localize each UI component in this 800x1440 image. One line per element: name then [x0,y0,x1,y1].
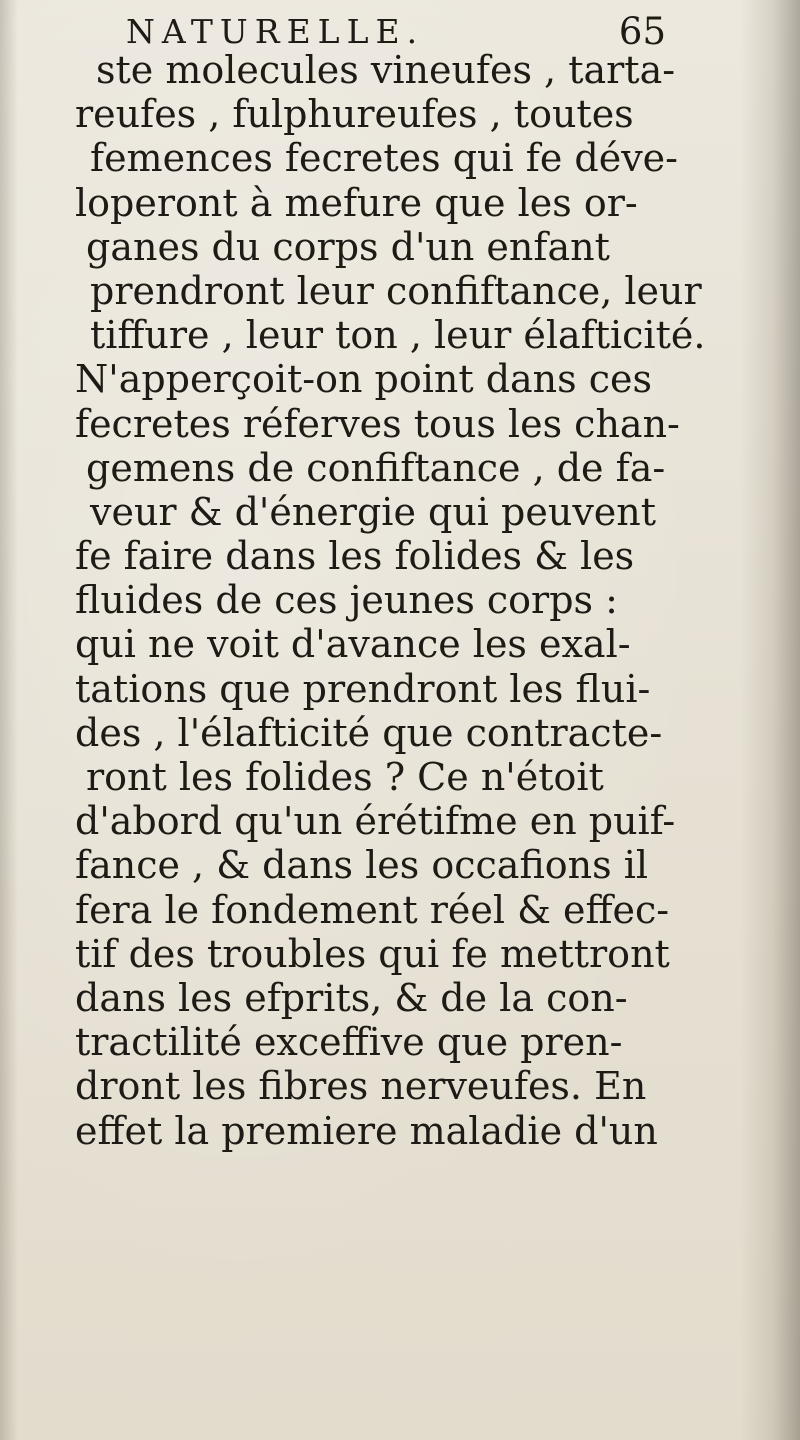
text-line-19: fance , & dans les occafions il [75,843,649,888]
text-line-6: prendront leur confiftance, leur [90,268,702,313]
text-line-18: d'abord qu'un érétifme en puif- [75,799,676,844]
text-line-23: tractilité exceffive que pren- [75,1020,623,1065]
text-line-16: des , l'élafticité que contracte- [75,710,663,755]
text-line-13: fluides de ces jeunes corps : [75,578,618,623]
running-title: NATURELLE. [126,12,425,51]
page-number: 65 [618,10,666,53]
page-gutter-shadow [740,0,800,1440]
text-line-5: ganes du corps d'un enfant [86,224,610,269]
page-left-edge-shadow [0,0,18,1440]
body-text [40,48,745,1153]
text-line-21: tif des troubles qui fe mettront [75,931,670,976]
text-line-14: qui ne voit d'avance les exal- [75,622,631,667]
text-line-3: femences fecretes qui fe déve- [90,136,678,181]
text-line-25: effet la premiere maladie d'un [75,1108,658,1153]
text-line-22: dans les efprits, & de la con- [75,975,628,1020]
text-line-7: tiffure , leur ton , leur élafticité. [90,313,706,358]
text-line-1: ste molecules vineufes , tarta- [96,48,676,92]
text-line-9: fecretes réferves tous les chan- [75,401,680,446]
text-line-10: gemens de confiftance , de fa- [86,445,666,490]
text-line-17: ront les folides ? Ce n'étoit [86,755,604,799]
text-line-2: reufes , fulphureufes , toutes [75,92,634,137]
text-line-20: fera le fondement réel & effec- [75,887,670,932]
text-line-12: fe faire dans les folides & les [75,534,635,579]
text-line-24: dront les fibres nerveufes. En [75,1064,647,1109]
text-line-4: loperont à mefure que les or- [75,180,638,225]
text-line-11: veur & d'énergie qui peuvent [90,489,657,534]
text-line-8: N'apperçoit-on point dans ces [75,357,652,402]
text-line-15: tations que prendront les flui- [75,666,651,711]
